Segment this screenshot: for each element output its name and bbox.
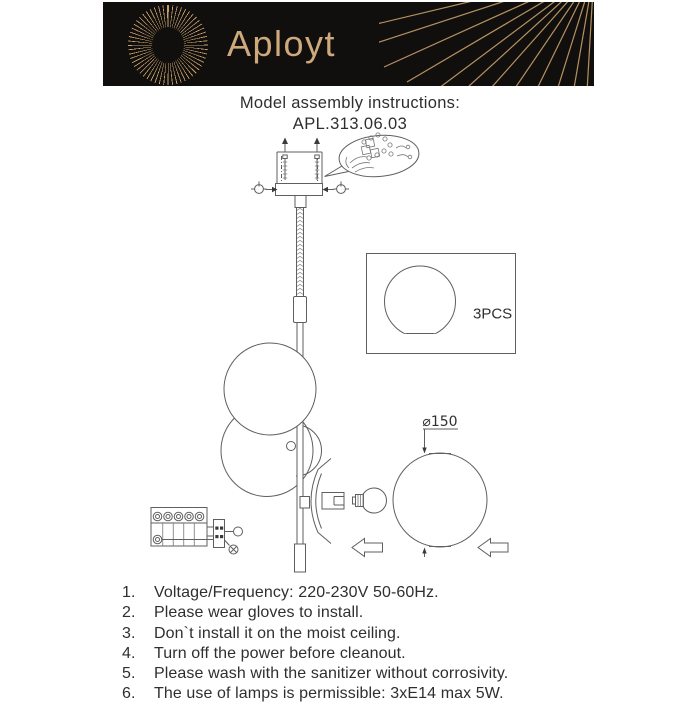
item-text: The use of lamps is permissible: 3xE14 max 5W.: [154, 685, 504, 703]
list-item: [122, 583, 508, 603]
sunburst-logo-icon: [128, 5, 208, 85]
item-text: Voltage/Frequency: 220-230V 50-60Hz.: [154, 584, 439, 601]
parts-box: [367, 254, 516, 354]
brand-name: Aployt: [227, 23, 337, 64]
bulb-icon: [353, 488, 387, 513]
lamp-symbol: [234, 527, 243, 536]
item-text: Don`t install it on the moist ceiling.: [154, 624, 401, 642]
list-item: [122, 603, 508, 623]
globe-diameter-label: ⌀150: [422, 414, 458, 430]
item-number: 4.: [122, 644, 136, 662]
insert-arrow-left: [352, 539, 383, 557]
globe-dimension: [393, 414, 487, 557]
item-number: 3.: [122, 624, 136, 642]
list-item: [122, 684, 508, 704]
item-number: 5.: [122, 665, 136, 683]
globe-upper: [224, 343, 316, 435]
title-block: [0, 94, 700, 134]
page-title: Model assembly instructions:: [239, 94, 461, 112]
parts-count-label: 3PCS: [473, 305, 513, 323]
suspension-cable: [294, 196, 307, 323]
item-number: 2.: [122, 604, 136, 622]
model-number: APL.313.06.03: [292, 115, 408, 133]
insert-arrow-right: [478, 539, 508, 557]
lamp-socket: [322, 493, 344, 510]
instruction-list: [122, 583, 508, 705]
canopy: [276, 184, 323, 196]
parts-globe: [385, 266, 456, 337]
terminal-detail-balloon: [325, 132, 421, 180]
list-item: [122, 664, 508, 684]
list-item: [122, 644, 508, 664]
brand-banner: [103, 2, 594, 86]
wiring-schematic: [151, 508, 243, 555]
globe-spare: [393, 453, 487, 547]
item-number: 6.: [122, 685, 136, 703]
item-number: 1.: [122, 584, 136, 601]
rays-decoration-icon: [379, 2, 594, 86]
item-text: Please wear gloves to install.: [154, 604, 364, 622]
item-text: Turn off the power before cleanout.: [154, 644, 406, 662]
item-text: Please wash with the sanitizer without corrosivity.: [154, 665, 509, 683]
ceiling-mount: [251, 138, 349, 196]
list-item: [122, 624, 508, 644]
